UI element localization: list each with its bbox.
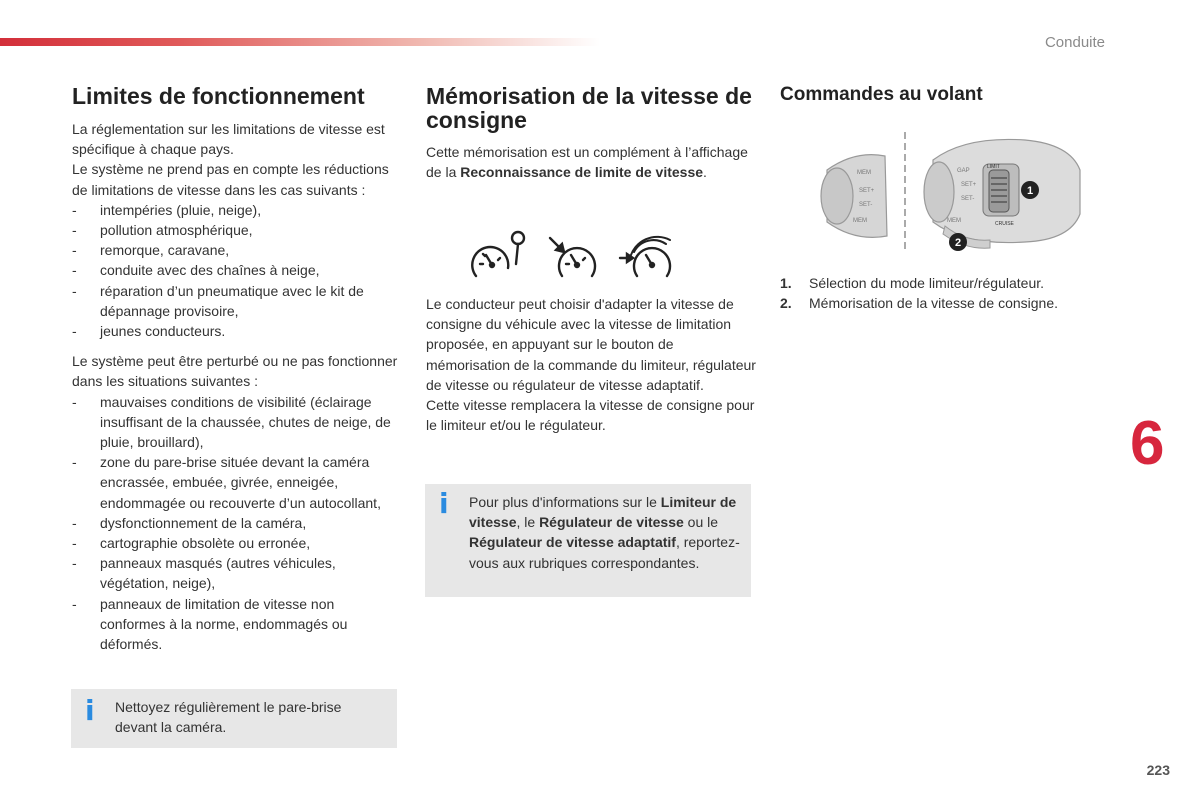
disturbed-intro: Le système peut être perturbé ou ne pas fonctionner dans les situations suivantes : [72,353,398,390]
page-number: 223 [1146,762,1170,778]
adaptive-cruise-control-icon [620,237,670,276]
memorisation-paragraph-2: Cette vitesse remplacera la vitesse de consigne pour le limiteur et/ou le régulateur. [426,397,755,434]
info-icon: i [439,487,449,520]
list-item: - conduite avec des chaînes à neige, [72,260,402,280]
memorisation-body [426,294,756,435]
header-accent-bar [0,38,600,46]
cruise-control-icon [550,238,595,276]
steering-controls-heading: Commandes au volant [780,84,983,105]
list-item: - remorque, caravane, [72,240,402,260]
speed-function-icons [470,228,680,283]
svg-text:SET-: SET- [961,196,975,202]
svg-text:CRUISE: CRUISE [995,221,1014,227]
svg-text:MEM: MEM [947,218,961,224]
svg-text:SET+: SET+ [961,182,977,188]
limits-intro-2: Le système ne prend pas en compte les réductions de limitations de vitesse dans les cas suivants : [72,161,389,198]
chapter-number: 6 [1130,409,1165,478]
callout-1 [1021,181,1039,199]
windscreen-info-text: Nettoyez régulièrement le pare-brise devant la caméra. [115,699,342,736]
memorisation-paragraph: Le conducteur peut choisir d'adapter la vitesse de consigne du véhicule avec la vitesse de limitation proposée, en appuyant sur le bouton de mémorisation de la commande du limiteur, régulateur de vitesse ou régulateur de vitesse adaptatif. [426,296,756,393]
diagram-legend [780,273,1100,313]
svg-text:LIMIT: LIMIT [987,164,1000,170]
list-item: - dysfonctionnement de la caméra, [72,513,402,533]
callout-2 [949,233,967,251]
right-stalk-illustration [924,139,1080,248]
list-item: - cartographie obsolète ou erronée, [72,533,402,553]
svg-text:MEM: MEM [853,218,867,224]
legend-item: 1. Sélection du mode limiteur/régulateur. [780,275,1045,291]
windscreen-info-box [71,689,397,748]
list-item: - panneaux de limitation de vitesse non conformes à la norme, endommagés ou déformés. [72,594,402,655]
related-info-box [425,484,751,597]
svg-text:GAP: GAP [957,168,970,174]
unaccounted-cases-list [72,200,402,341]
svg-text:SET-: SET- [859,202,873,208]
list-item: - jeunes conducteurs. [72,321,402,341]
section-title: Conduite [1044,34,1105,51]
list-item: - intempéries (pluie, neige), [72,200,402,220]
limits-heading: Limites de fonctionnement [72,83,365,109]
legend-item: 2. Mémorisation de la vitesse de consigne. [780,295,1059,312]
svg-text:2: 2 [954,237,962,249]
list-item: - réparation d’un pneumatique avec le kit de dépannage provisoire, [72,281,402,321]
svg-text:MEM: MEM [857,170,871,176]
steering-control-diagram [815,130,1095,255]
memorisation-intro: Cette mémorisation est un complément à l’affichage de la Reconnaissance de limite de vitesse. [426,144,748,181]
memorisation-heading: Mémorisation de la vitesse de consigne [426,83,752,133]
disturbance-situations-list [72,392,402,655]
column-memorisation [426,80,756,182]
svg-text:SET+: SET+ [859,188,875,194]
column-limits [72,80,402,654]
svg-text:1: 1 [1026,185,1034,197]
column-steering-controls [780,80,1100,106]
list-item: - pollution atmosphérique, [72,220,402,240]
limits-intro: La réglementation sur les limitations de vitesse est spécifique à chaque pays. [72,121,385,158]
list-item: - panneaux masqués (autres véhicules, végétation, neige), [72,553,402,593]
list-item: - mauvaises conditions de visibilité (éclairage insuffisant de la chaussée, chutes de neige, de pluie, brouillard), [72,392,402,453]
list-item: - zone du pare-brise située devant la caméra encrassée, embuée, givrée, enneigée, endommagée ou recouverte d’un autocollant, [72,452,402,513]
speed-limiter-icon [472,232,524,276]
left-stalk-illustration [821,155,887,238]
info-icon: i [85,694,95,727]
related-info-text: Pour plus d'informations sur le Limiteur de vitesse, le Régulateur de vitesse ou le Régulateur de vitesse adaptatif, reportez-vous aux rubriques correspondantes. [469,494,740,571]
